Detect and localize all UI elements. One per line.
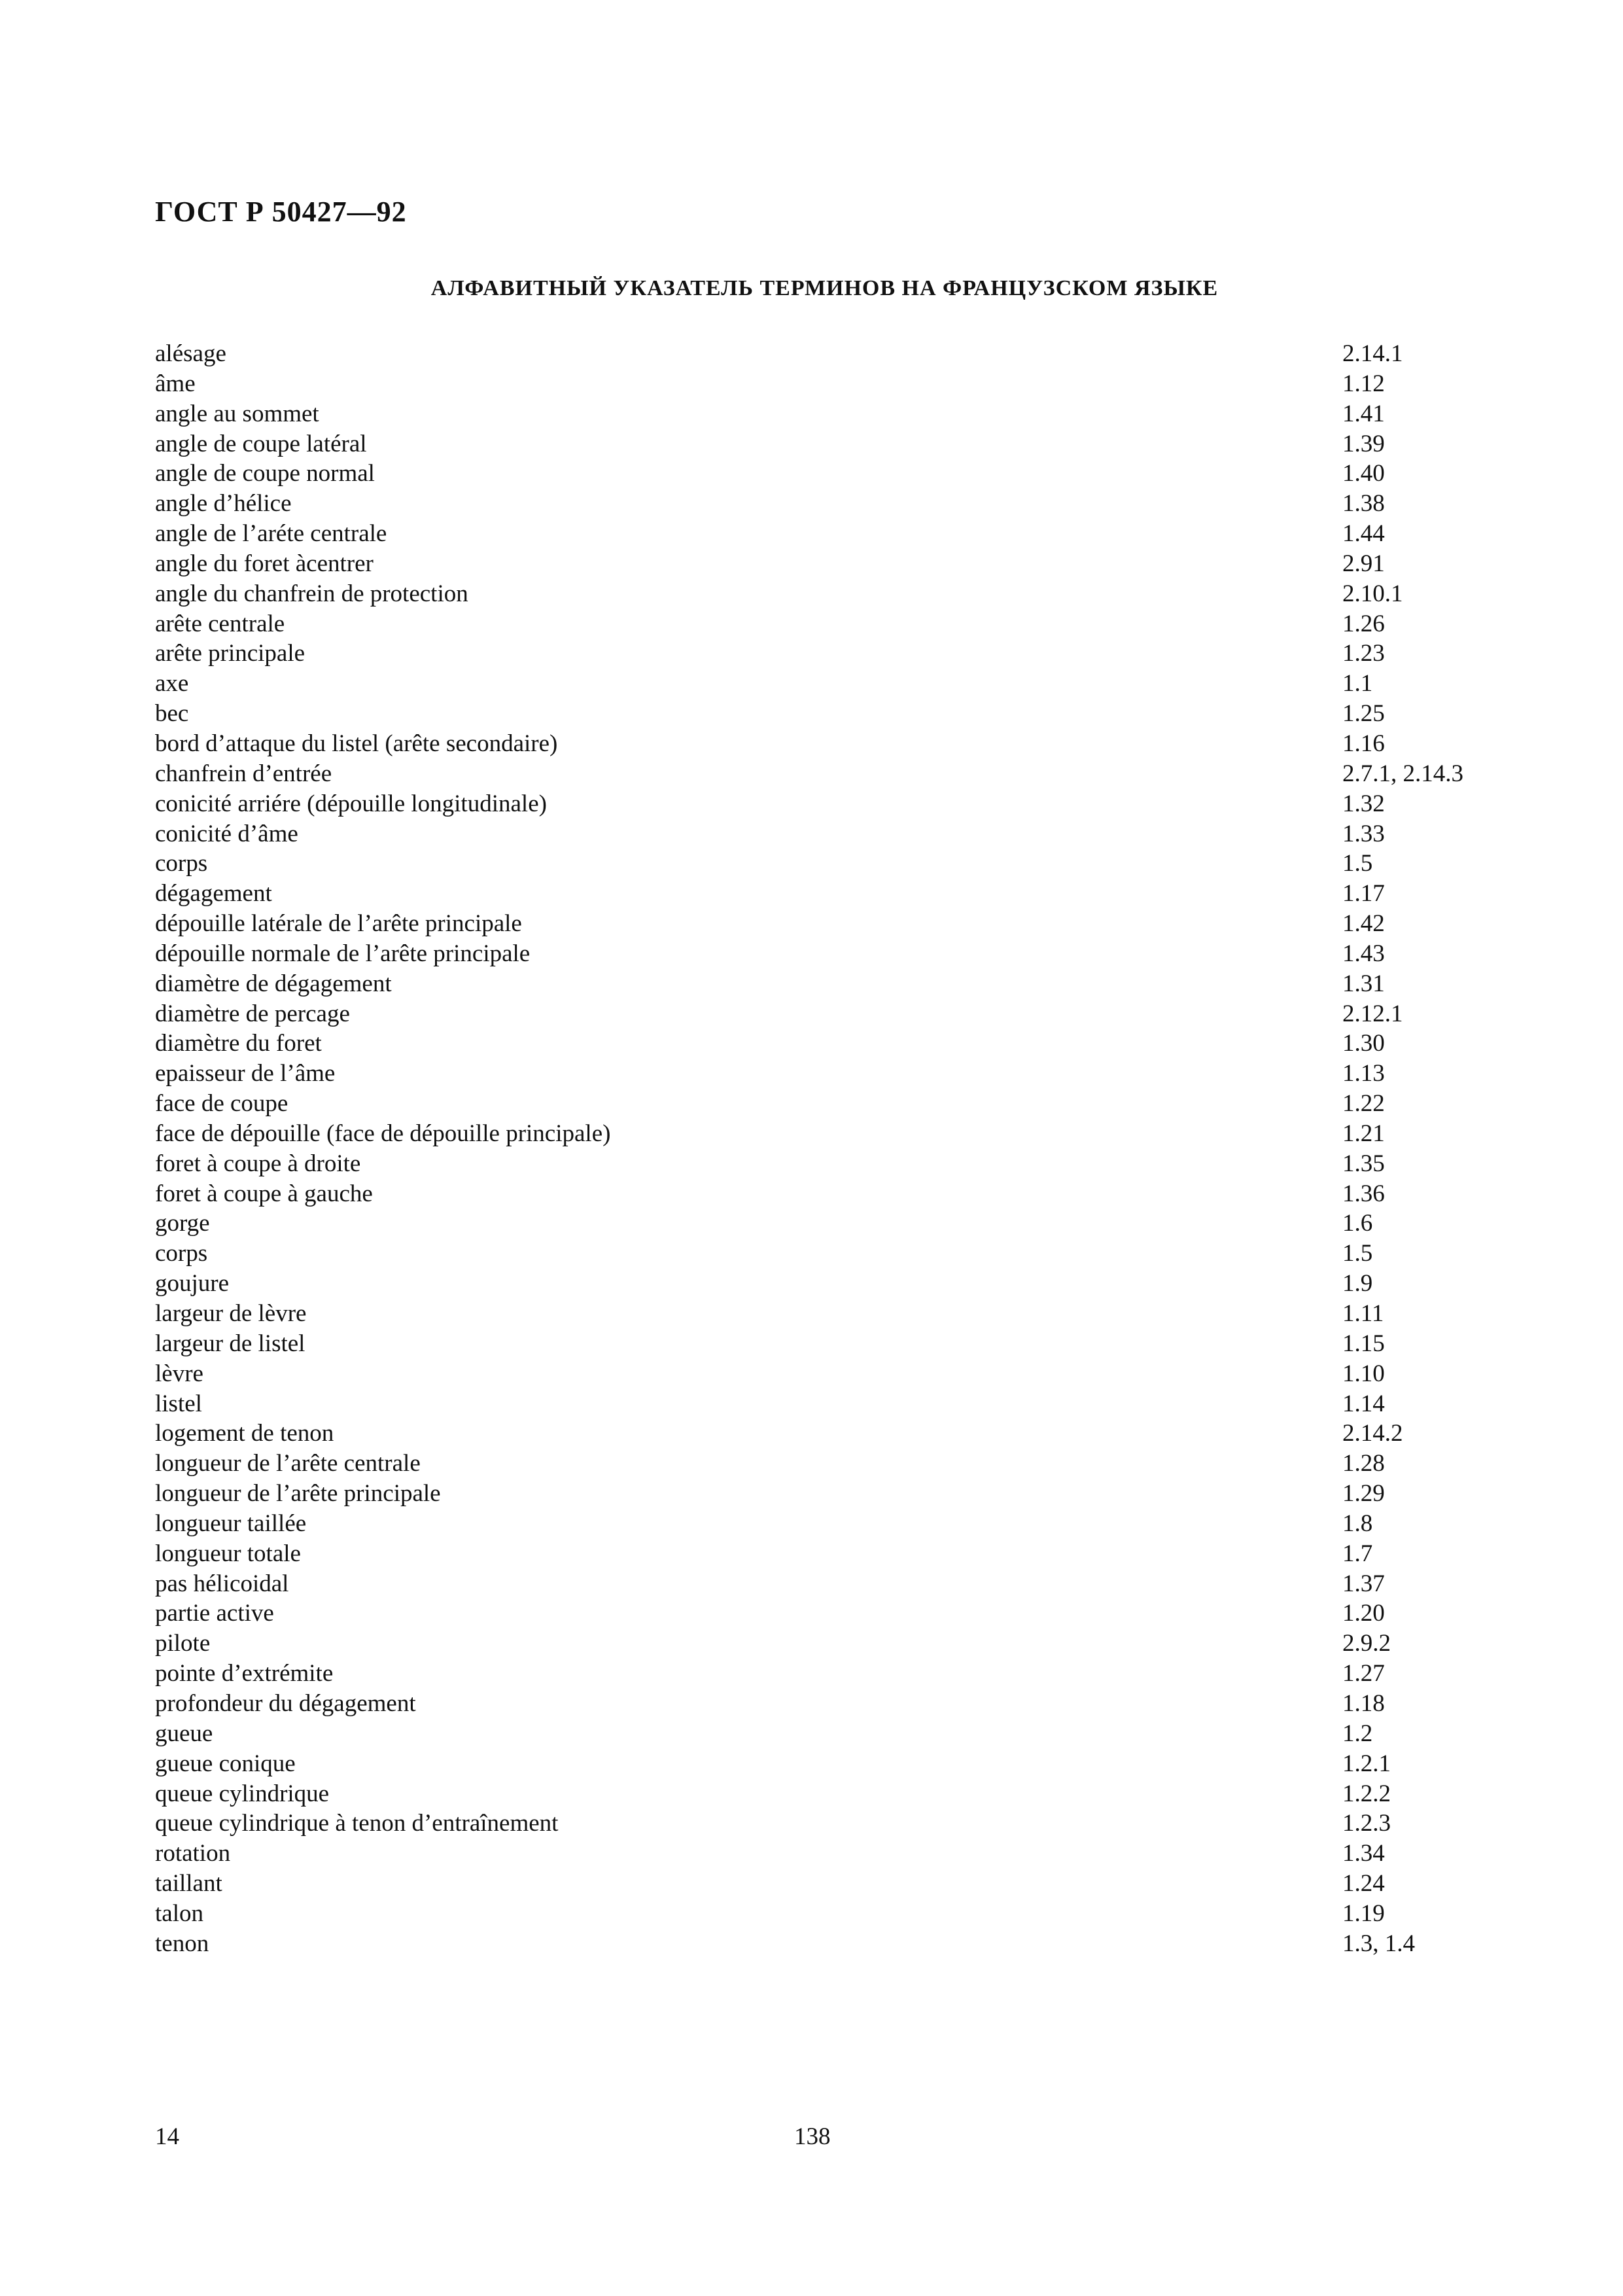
index-term: âme: [155, 370, 196, 397]
index-term: foret à coupe à droite: [155, 1150, 361, 1177]
index-entry: [155, 459, 1542, 489]
index-term: dépouille latérale de l’arête principale: [155, 910, 522, 938]
index-reference: 1.18: [1342, 1689, 1385, 1717]
index-entry: [155, 639, 1542, 669]
index-term: face de dépouille (face de dépouille principale): [155, 1120, 611, 1147]
index-reference: 1.39: [1342, 430, 1385, 457]
index-reference: 2.91: [1342, 550, 1385, 577]
index-term: angle au sommet: [155, 400, 319, 427]
index-reference: 1.6: [1342, 1210, 1373, 1237]
index-term: conicité d’âme: [155, 820, 298, 847]
index-entry: [155, 1509, 1542, 1539]
index-entry: [155, 399, 1542, 429]
index-entry: [155, 1119, 1542, 1149]
index-reference: 1.30: [1342, 1030, 1385, 1057]
index-term: chanfrein d’entrée: [155, 760, 332, 787]
index-reference: 1.1: [1342, 670, 1373, 698]
index-term: angle de coupe latéral: [155, 430, 367, 457]
index-entry: [155, 759, 1542, 789]
index-term: lèvre: [155, 1360, 203, 1387]
index-term: goujure: [155, 1270, 230, 1298]
index-entry: [155, 1389, 1542, 1419]
index-term: queue cylindrique: [155, 1780, 330, 1807]
page-number: 138: [794, 2123, 831, 2150]
term-index-list: [155, 339, 1542, 1959]
index-entry: [155, 1719, 1542, 1749]
index-entry: [155, 999, 1542, 1029]
index-reference: 1.8: [1342, 1510, 1373, 1537]
index-reference: 1.27: [1342, 1660, 1385, 1687]
index-reference: 1.31: [1342, 970, 1385, 997]
index-entry: [155, 1449, 1542, 1479]
index-entry: [155, 369, 1542, 399]
index-reference: 1.44: [1342, 520, 1385, 548]
index-term: diamètre de dégagement: [155, 970, 392, 997]
index-entry: [155, 819, 1542, 849]
index-reference: 1.16: [1342, 730, 1385, 757]
index-term: angle de coupe normal: [155, 460, 375, 487]
index-term: longueur totale: [155, 1540, 301, 1567]
index-title: АЛФАВИТНЫЙ УКАЗАТЕЛЬ ТЕРМИНОВ НА ФРАНЦУЗСКОМ ЯЗЫКЕ: [430, 276, 1219, 300]
index-entry: [155, 1269, 1542, 1299]
index-entry: [155, 699, 1542, 729]
index-reference: 1.32: [1342, 790, 1385, 817]
index-entry: [155, 939, 1542, 969]
index-reference: 1.7: [1342, 1540, 1373, 1567]
index-entry: [155, 849, 1542, 879]
index-reference: 1.10: [1342, 1360, 1385, 1387]
index-term: longueur de l’arête centrale: [155, 1450, 421, 1477]
index-entry: [155, 1749, 1542, 1779]
index-entry: [155, 1419, 1542, 1449]
index-reference: 1.34: [1342, 1840, 1385, 1867]
index-reference: 1.20: [1342, 1600, 1385, 1627]
index-entry: [155, 789, 1542, 819]
index-reference: 1.24: [1342, 1870, 1385, 1898]
index-entry: [155, 1299, 1542, 1329]
index-reference: 1.43: [1342, 940, 1385, 967]
document-header: ГОСТ Р 50427—92: [155, 196, 407, 228]
index-entry: [155, 909, 1542, 939]
index-reference: 1.2.2: [1342, 1780, 1391, 1807]
index-entry: [155, 1149, 1542, 1179]
index-term: dépouille normale de l’arête principale: [155, 940, 531, 967]
index-term: tenon: [155, 1930, 209, 1957]
index-reference: 1.36: [1342, 1180, 1385, 1207]
index-entry: [155, 669, 1542, 699]
index-reference: 2.10.1: [1342, 580, 1403, 607]
index-reference: 2.12.1: [1342, 1000, 1403, 1027]
index-entry: [155, 879, 1542, 909]
index-reference: 1.37: [1342, 1570, 1385, 1597]
index-entry: [155, 969, 1542, 999]
index-entry: [155, 489, 1542, 519]
index-entry: [155, 1089, 1542, 1119]
index-term: conicité arriére (dépouille longitudinale): [155, 790, 547, 817]
index-term: gueue conique: [155, 1750, 296, 1777]
index-entry: [155, 1209, 1542, 1239]
index-term: rotation: [155, 1840, 231, 1867]
index-reference: 1.26: [1342, 610, 1385, 637]
index-reference: 1.3, 1.4: [1342, 1930, 1415, 1957]
index-reference: 1.13: [1342, 1060, 1385, 1087]
index-term: alésage: [155, 340, 226, 367]
index-reference: 2.7.1, 2.14.3: [1342, 760, 1463, 787]
index-term: gueue: [155, 1720, 213, 1747]
index-reference: 1.9: [1342, 1270, 1373, 1298]
index-term: listel: [155, 1390, 202, 1417]
index-entry: [155, 1839, 1542, 1869]
index-term: angle du chanfrein de protection: [155, 580, 468, 607]
index-entry: [155, 1539, 1542, 1569]
index-reference: 1.25: [1342, 700, 1385, 728]
index-entry: [155, 1598, 1542, 1629]
index-reference: 1.42: [1342, 910, 1385, 938]
index-term: largeur de listel: [155, 1330, 305, 1357]
index-entry: [155, 339, 1542, 369]
index-entry: [155, 1029, 1542, 1059]
index-entry: [155, 1329, 1542, 1359]
index-entry: [155, 1239, 1542, 1269]
index-term: pas hélicoidal: [155, 1570, 289, 1597]
index-term: angle d’hélice: [155, 490, 292, 518]
index-entry: [155, 1929, 1542, 1959]
index-entry: [155, 519, 1542, 549]
index-entry: [155, 1869, 1542, 1899]
index-term: diamètre de percage: [155, 1000, 350, 1027]
index-reference: 2.14.2: [1342, 1420, 1403, 1447]
index-entry: [155, 1899, 1542, 1929]
index-entry: [155, 1059, 1542, 1089]
index-reference: 1.2.3: [1342, 1810, 1391, 1837]
index-term: epaisseur de l’âme: [155, 1060, 336, 1087]
index-term: queue cylindrique à tenon d’entraînement: [155, 1810, 559, 1837]
index-entry: [155, 1569, 1542, 1599]
index-entry: [155, 609, 1542, 639]
index-term: taillant: [155, 1870, 222, 1898]
index-reference: 1.19: [1342, 1899, 1385, 1927]
index-entry: [155, 1179, 1542, 1209]
index-reference: 1.21: [1342, 1120, 1385, 1147]
index-term: face de coupe: [155, 1090, 288, 1118]
index-term: pointe d’extrémite: [155, 1660, 334, 1687]
index-term: arête principale: [155, 640, 305, 667]
index-reference: 2.14.1: [1342, 340, 1403, 367]
index-reference: 1.2: [1342, 1720, 1373, 1747]
index-term: angle de l’aréte centrale: [155, 520, 387, 548]
index-reference: 1.15: [1342, 1330, 1385, 1357]
index-term: largeur de lèvre: [155, 1300, 307, 1327]
index-term: gorge: [155, 1210, 210, 1237]
index-term: corps: [155, 850, 208, 877]
index-term: bord d’attaque du listel (arête secondaire): [155, 730, 558, 757]
index-reference: 1.35: [1342, 1150, 1385, 1177]
index-reference: 1.38: [1342, 490, 1385, 518]
index-term: talon: [155, 1899, 203, 1927]
index-term: arête centrale: [155, 610, 285, 637]
index-reference: 1.41: [1342, 400, 1385, 427]
index-entry: [155, 1779, 1542, 1809]
index-reference: 1.11: [1342, 1300, 1384, 1327]
index-term: logement de tenon: [155, 1420, 334, 1447]
index-entry: [155, 1479, 1542, 1509]
index-term: longueur taillée: [155, 1510, 307, 1537]
index-reference: 1.5: [1342, 1240, 1373, 1267]
index-reference: 2.9.2: [1342, 1630, 1391, 1657]
index-term: bec: [155, 700, 189, 728]
index-term: dégagement: [155, 880, 272, 908]
index-term: axe: [155, 670, 189, 698]
section-page-number: 14: [155, 2123, 179, 2150]
index-term: profondeur du dégagement: [155, 1689, 416, 1717]
index-entry: [155, 1689, 1542, 1719]
index-entry: [155, 429, 1542, 459]
index-reference: 1.29: [1342, 1480, 1385, 1508]
index-entry: [155, 549, 1542, 579]
index-reference: 1.33: [1342, 820, 1385, 847]
index-term: partie active: [155, 1600, 274, 1627]
index-term: corps: [155, 1240, 208, 1267]
index-term: foret à coupe à gauche: [155, 1180, 373, 1207]
index-reference: 1.12: [1342, 370, 1385, 397]
index-reference: 1.5: [1342, 850, 1373, 877]
index-term: longueur de l’arête principale: [155, 1480, 441, 1508]
index-reference: 1.28: [1342, 1450, 1385, 1477]
index-term: pilote: [155, 1630, 211, 1657]
index-entry: [155, 1809, 1542, 1839]
index-entry: [155, 729, 1542, 759]
index-reference: 1.17: [1342, 880, 1385, 908]
index-term: diamètre du foret: [155, 1030, 322, 1057]
index-reference: 1.14: [1342, 1390, 1385, 1417]
index-entry: [155, 1659, 1542, 1689]
index-entry: [155, 1359, 1542, 1389]
index-reference: 1.22: [1342, 1090, 1385, 1118]
index-reference: 1.40: [1342, 460, 1385, 487]
index-term: angle du foret àcentrer: [155, 550, 374, 577]
index-entry: [155, 579, 1542, 609]
index-entry: [155, 1629, 1542, 1659]
index-reference: 1.23: [1342, 640, 1385, 667]
index-reference: 1.2.1: [1342, 1750, 1391, 1777]
